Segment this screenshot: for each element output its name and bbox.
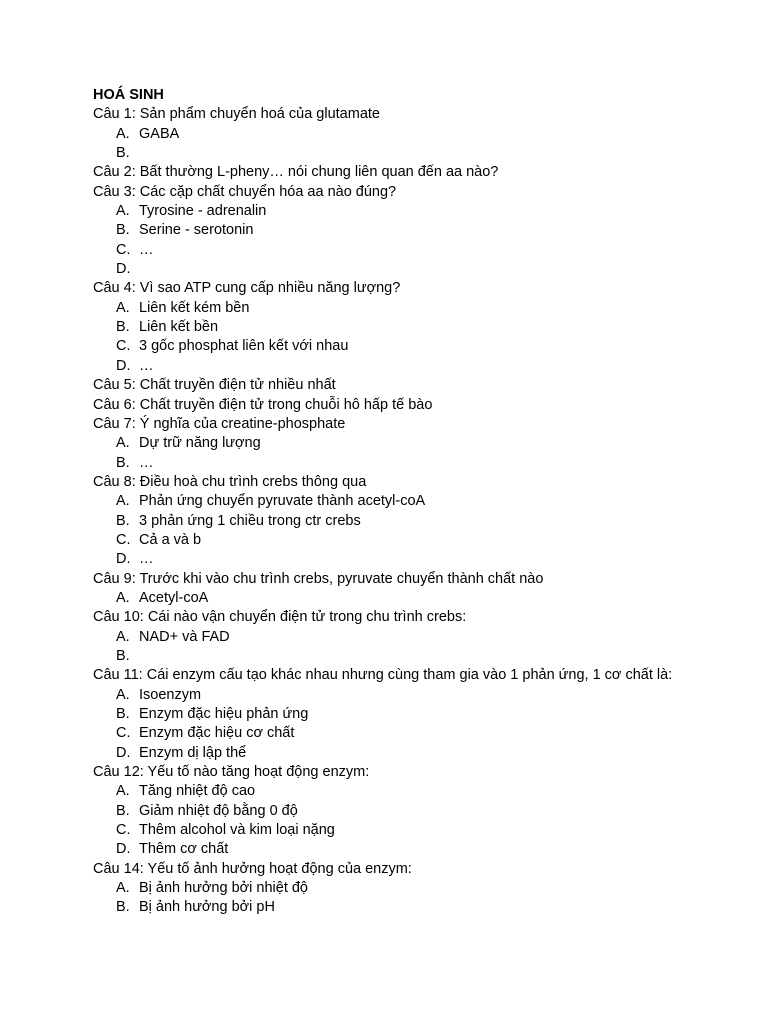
- option-letter: B.: [116, 454, 130, 471]
- option-text: [139, 647, 673, 666]
- option-letter: A.: [116, 589, 130, 606]
- option-letter: A.: [116, 493, 130, 510]
- answer-option: [93, 337, 673, 356]
- answer-option: [93, 531, 673, 550]
- option-letter: B.: [116, 706, 130, 722]
- answer-option: [93, 840, 673, 859]
- option-text: Acetyl-coA: [139, 589, 209, 606]
- option-letter: C.: [116, 338, 131, 355]
- answer-option: [93, 144, 673, 163]
- option-text: …: [139, 357, 154, 374]
- option-letter: D.: [116, 551, 131, 568]
- option-letter: B.: [116, 899, 130, 916]
- answer-option: [93, 802, 673, 821]
- question-list: [93, 105, 673, 917]
- answer-option: [93, 454, 673, 473]
- option-letter: A.: [116, 299, 130, 316]
- option-text: Thêm cơ chất: [139, 841, 229, 858]
- option-text: [139, 260, 673, 279]
- answer-option: [93, 724, 673, 743]
- option-text: Enzym đặc hiệu phản ứng: [139, 706, 309, 722]
- option-text: Bị ảnh hưởng bởi nhiệt độ: [139, 880, 309, 897]
- question-text: Câu 5: Chất truyền điện tử nhiều nhất: [93, 377, 336, 394]
- option-text: 3 gốc phosphat liên kết với nhau: [139, 338, 349, 355]
- answer-option: [93, 647, 673, 666]
- question-text: Câu 6: Chất truyền điện tử trong chuỗi hô hấp tế bào: [93, 396, 433, 413]
- option-text: Cả a và b: [139, 531, 202, 548]
- answer-option: [93, 357, 673, 376]
- option-letter: B.: [116, 319, 130, 336]
- option-text: Thêm alcohol và kim loại nặng: [139, 822, 335, 839]
- option-letter: C.: [116, 822, 131, 839]
- answer-option: [93, 550, 673, 569]
- option-text: Bị ảnh hưởng bởi pH: [139, 899, 275, 916]
- option-letter: A.: [116, 435, 130, 452]
- answer-option: [93, 492, 673, 511]
- option-text: …: [139, 241, 154, 258]
- option-letter: B.: [116, 647, 130, 664]
- option-letter: A.: [116, 203, 130, 220]
- document-content: [93, 86, 673, 918]
- question-text: Câu 14: Yếu tố ảnh hưởng hoạt động của enzym:: [93, 860, 412, 877]
- answer-option: [93, 782, 673, 801]
- option-letter: B.: [116, 145, 130, 162]
- answer-option: [93, 434, 673, 453]
- option-text: Enzym dị lập thể: [139, 744, 247, 761]
- option-letter: A.: [116, 686, 130, 703]
- question-text: Câu 3: Các cặp chất chuyển hóa aa nào đúng?: [93, 183, 397, 200]
- option-letter: D.: [116, 841, 131, 858]
- option-text: Liên kết bền: [139, 319, 219, 336]
- option-letter: B.: [116, 802, 130, 819]
- question-text: Câu 7: Ý nghĩa của creatine-phosphate: [93, 415, 346, 432]
- option-letter: B.: [116, 512, 130, 529]
- option-text: Liên kết kém bền: [139, 299, 250, 316]
- answer-option: [93, 705, 673, 724]
- question-text: Câu 2: Bất thường L-pheny… nói chung liên quan đến aa nào?: [93, 164, 499, 181]
- option-text: Phản ứng chuyển pyruvate thành acetyl-coA: [139, 493, 426, 510]
- option-letter: C.: [116, 241, 131, 258]
- question-text: Câu 4: Vì sao ATP cung cấp nhiều năng lượng?: [93, 280, 401, 297]
- option-text: Isoenzym: [139, 686, 202, 703]
- answer-option: [93, 260, 673, 279]
- option-text: …: [139, 454, 154, 471]
- option-letter: A.: [116, 628, 130, 645]
- question-text: Câu 12: Yếu tố nào tăng hoạt động enzym:: [93, 764, 370, 781]
- answer-option: [93, 589, 673, 608]
- answer-option: [93, 628, 673, 647]
- option-text: Dự trữ năng lượng: [139, 435, 261, 452]
- answer-option: [93, 125, 673, 144]
- answer-option: [93, 221, 673, 240]
- answer-option: [93, 686, 673, 705]
- question-text: Câu 8: Điều hoà chu trình crebs thông qua: [93, 473, 367, 490]
- option-letter: A.: [116, 125, 130, 142]
- answer-option: [93, 744, 673, 763]
- option-letter: B.: [116, 222, 130, 239]
- option-text: Tyrosine - adrenalin: [139, 203, 267, 220]
- option-text: …: [139, 551, 154, 568]
- option-text: NAD+ và FAD: [139, 628, 230, 645]
- option-text: GABA: [139, 125, 180, 142]
- option-text: Enzym đặc hiệu cơ chất: [139, 725, 295, 742]
- option-letter: C.: [116, 725, 131, 742]
- option-letter: D.: [116, 261, 131, 278]
- option-letter: C.: [116, 531, 131, 548]
- answer-option: [93, 821, 673, 840]
- option-text: [139, 144, 673, 163]
- question-text: Câu 1: Sản phẩm chuyển hoá của glutamate: [93, 106, 380, 123]
- option-text: Serine - serotonin: [139, 222, 254, 239]
- option-text: 3 phản ứng 1 chiều trong ctr crebs: [139, 512, 361, 529]
- option-letter: D.: [116, 744, 131, 761]
- question-text: Câu 10: Cái nào vận chuyển điện tử trong chu trình crebs:: [93, 609, 467, 626]
- question-text: Câu 11: Cái enzym cấu tạo khác nhau nhưng cùng tham gia vào 1 phản ứng, 1 cơ chất là:: [93, 667, 673, 684]
- answer-option: [93, 512, 673, 531]
- answer-option: [93, 898, 673, 917]
- answer-option: [93, 318, 673, 337]
- question-text: Câu 9: Trước khi vào chu trình crebs, pyruvate chuyển thành chất nào: [93, 570, 544, 587]
- option-text: Giảm nhiệt độ bằng 0 độ: [139, 802, 298, 819]
- answer-option: [93, 299, 673, 318]
- option-letter: A.: [116, 880, 130, 897]
- option-letter: A.: [116, 783, 130, 800]
- document-title: HOÁ SINH: [93, 87, 164, 103]
- answer-option: [93, 202, 673, 221]
- option-text: Tăng nhiệt độ cao: [139, 783, 256, 800]
- answer-option: [93, 879, 673, 898]
- answer-option: [93, 241, 673, 260]
- option-letter: D.: [116, 357, 131, 374]
